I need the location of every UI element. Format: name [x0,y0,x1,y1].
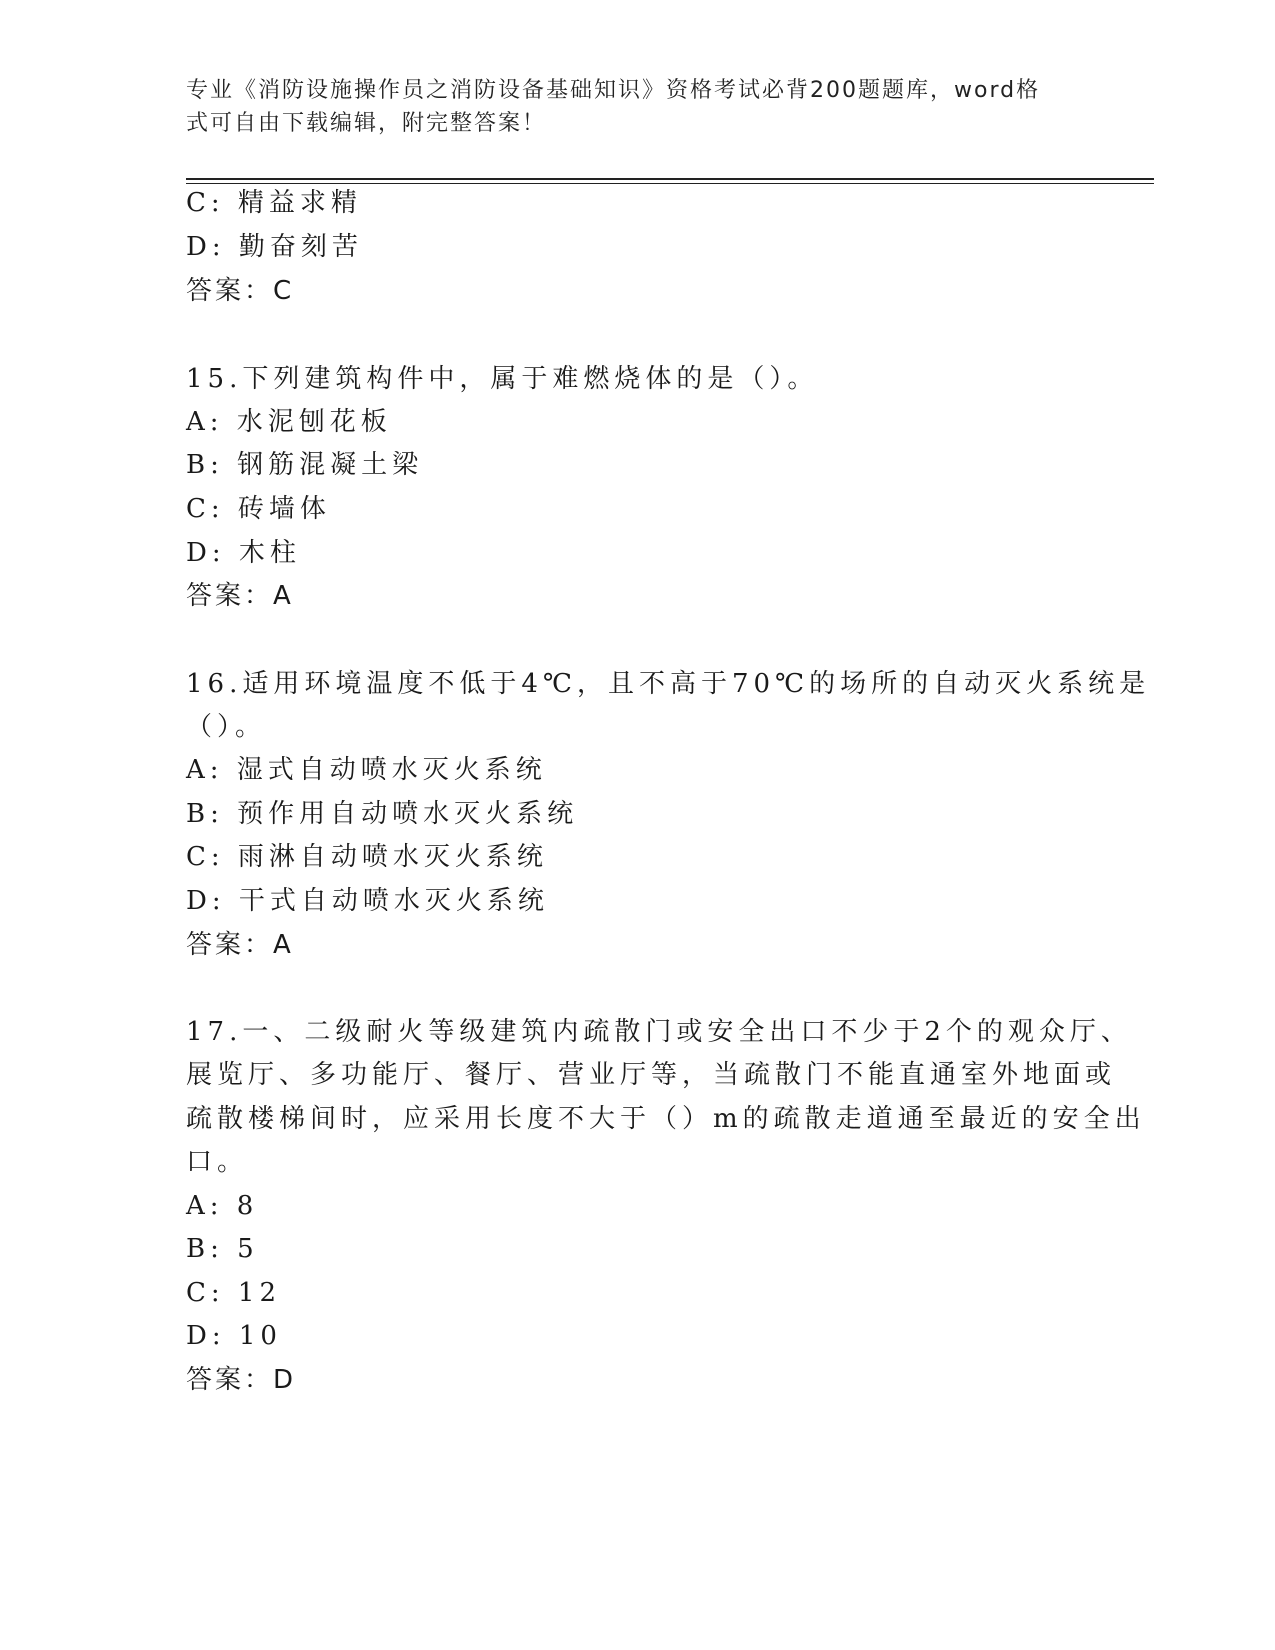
q16-option-a: A: 湿式自动喷水灭火系统 [186,755,547,785]
q17-stem-line-3: 疏散楼梯间时，应采用长度不大于（）m的疏散走道通至最近的安全出 [186,1104,1146,1134]
q17-option-c: C: 12 [186,1278,282,1308]
q17-answer: 答案：D [186,1365,297,1395]
q15-option-d: D: 木柱 [186,538,301,568]
q17-option-b: B: 5 [186,1234,259,1264]
q17-stem-line-2: 展览厅、多功能厅、餐厅、营业厅等，当疏散门不能直通室外地面或 [186,1060,1117,1090]
prev-answer: 答案：C [186,276,295,306]
q16-option-b: B: 预作用自动喷水灭火系统 [186,799,579,829]
q16-stem-line-1: 16.适用环境温度不低于4℃，且不高于70℃的场所的自动灭火系统是 [186,669,1151,699]
prev-option-c: C: 精益求精 [186,188,362,218]
q15-option-c: C: 砖墙体 [186,494,331,524]
q15-option-a: A: 水泥刨花板 [186,407,392,437]
q16-option-c: C: 雨淋自动喷水灭火系统 [186,842,548,872]
header-rule-thick [186,178,1154,180]
header-line-2: 式可自由下载编辑，附完整答案！ [186,111,547,136]
q17-stem-line-1: 17.一、二级耐火等级建筑内疏散门或安全出口不少于2个的观众厅、 [186,1017,1132,1047]
q17-option-a: A: 8 [186,1191,259,1221]
q15-option-b: B: 钢筋混凝土梁 [186,450,424,480]
q15-answer: 答案：A [186,581,294,611]
q16-option-d: D: 干式自动喷水灭火系统 [186,886,549,916]
header-rule-thin [186,183,1154,184]
q17-stem-line-4: 口。 [186,1147,249,1177]
header-line-1: 专业《消防设施操作员之消防设备基础知识》资格考试必背200题题库，word格 [186,78,1041,103]
q16-stem-line-2: （）。 [186,712,267,742]
q16-answer: 答案：A [186,930,294,960]
q15-stem: 15.下列建筑构件中，属于难燃烧体的是（）。 [186,364,819,394]
q17-option-d: D: 10 [186,1321,282,1351]
prev-option-d: D: 勤奋刻苦 [186,232,363,262]
document-header [186,74,1066,140]
